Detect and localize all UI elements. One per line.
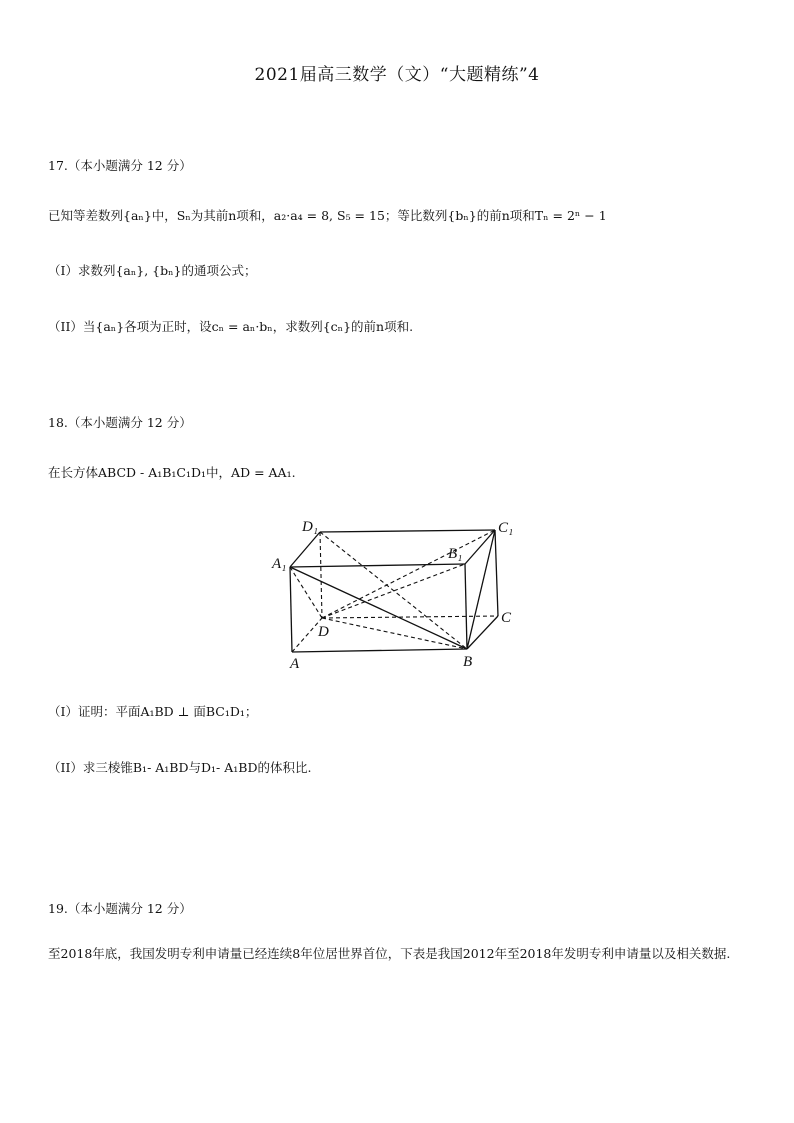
q19-header: 19.（本小题满分 12 分）	[48, 901, 192, 916]
page-title: 2021届高三数学（文）“大题精练”4	[254, 65, 540, 85]
label-A1: A₁	[272, 556, 287, 572]
q17-part2: （II）当{aₙ}各项为正时，设cₙ = aₙ·bₙ，求数列{cₙ}的前n项和.	[48, 319, 414, 334]
q18-header: 18.（本小题满分 12 分）	[48, 415, 192, 430]
label-D1: D₁	[302, 519, 319, 535]
label-A: A	[290, 656, 300, 672]
edge-D1-C1	[320, 530, 495, 532]
edge-A1-A	[290, 567, 292, 652]
edge-B1-B	[465, 564, 467, 649]
q18-stem: 在长方体ABCD - A₁B₁C₁D₁中，AD = AA₁.	[48, 465, 296, 480]
cuboid-diagram	[270, 512, 530, 672]
edge-A1-D1	[290, 532, 320, 567]
q17-stem: 已知等差数列{aₙ}中，Sₙ为其前n项和，a₂·a₄ = 8, S₅ = 15；等比数列{bₙ}的前n项和Tₙ = 2ⁿ − 1	[48, 208, 607, 223]
q17-header: 17.（本小题满分 12 分）	[48, 158, 192, 173]
edge-A1-B	[290, 567, 467, 649]
q19-stem: 至2018年底，我国发明专利申请量已经连续8年位居世界首位，下表是我国2012年至2018年发明专利申请量以及相关数据.	[48, 946, 731, 961]
edge-A1-B1	[290, 564, 465, 567]
q18-part2: （II）求三棱锥B₁- A₁BD与D₁- A₁BD的体积比.	[48, 760, 312, 775]
q17-part1: （I）求数列{aₙ}, {bₙ}的通项公式；	[48, 263, 257, 278]
edge-C-B	[467, 616, 498, 649]
cuboid-figure	[270, 512, 530, 672]
edge-C1-C	[495, 530, 498, 616]
hidden-edge-D-B	[322, 618, 467, 649]
hidden-edge-D-C1	[322, 530, 495, 618]
edge-C1-B	[467, 530, 495, 649]
edge-A-B	[292, 649, 467, 652]
label-D: D	[318, 624, 329, 640]
label-C1: C₁	[498, 520, 514, 536]
label-B1: B₁	[448, 546, 463, 562]
hidden-edge-D-C	[322, 616, 498, 618]
hidden-edge-D1-D	[320, 532, 322, 618]
label-B: B	[463, 654, 473, 670]
label-C: C	[501, 610, 512, 626]
q18-part1: （I）证明：平面A₁BD ⊥ 面BC₁D₁；	[48, 704, 258, 719]
